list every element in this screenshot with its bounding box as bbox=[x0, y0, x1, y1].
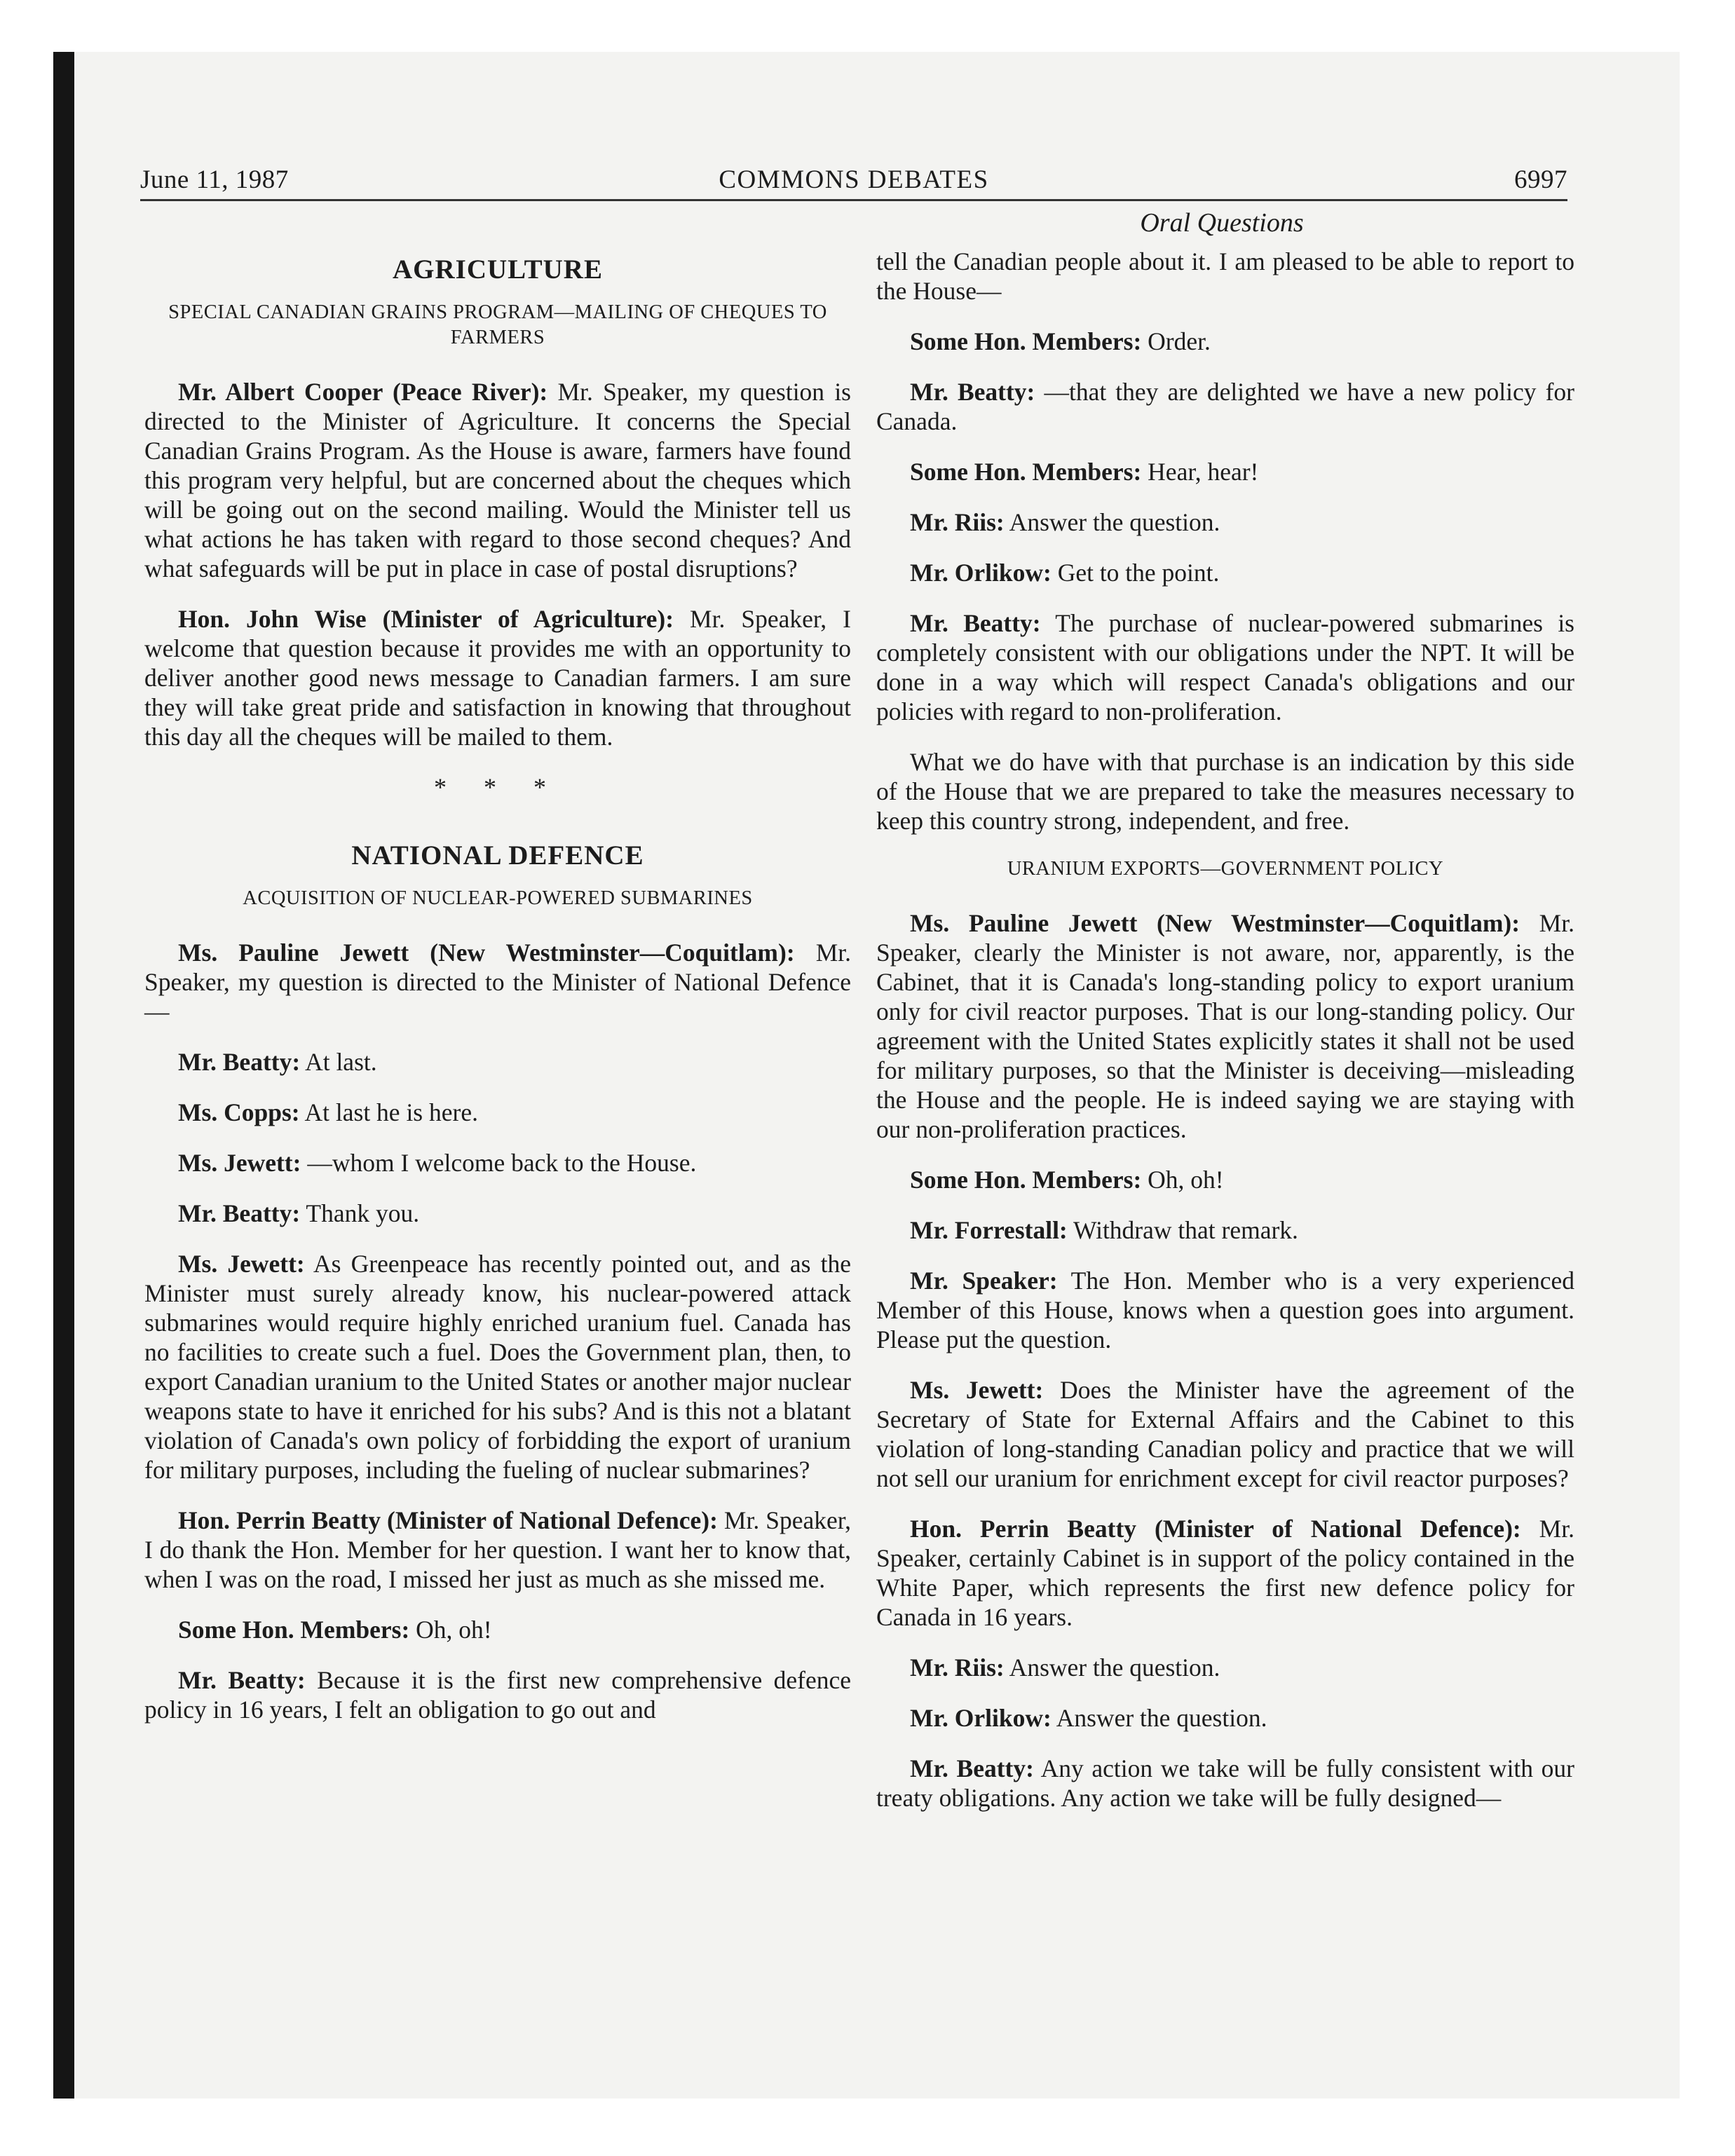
speech-paragraph bbox=[876, 747, 1574, 835]
speech-text: What we do have with that purchase is an indication by this side of the House that we are prepared to take the measures necessary to keep this country strong, independent, and free. bbox=[876, 748, 1574, 835]
speaker-name: Mr. Beatty: bbox=[178, 1199, 301, 1227]
speech-text: Does the Minister have the agreement of the Secretary of State for External Affairs and the Cabinet to this violation of long-standing Canadian policy and practice that we will not sell our uranium for enrichment except for civil reactor purposes? bbox=[876, 1376, 1575, 1492]
speech-text: Hear, hear! bbox=[1141, 458, 1259, 486]
speaker-name: Mr. Beatty: bbox=[178, 1048, 301, 1076]
subheading-submarines: ACQUISITION OF NUCLEAR-POWERED SUBMARINES bbox=[243, 887, 753, 909]
section-separator: * * * bbox=[434, 773, 562, 801]
speech-text: Order. bbox=[1141, 327, 1211, 355]
speaker-name: Ms. Jewett: bbox=[178, 1250, 305, 1278]
header-publication: COMMONS DEBATES bbox=[719, 165, 989, 194]
speech-text: —that they are delighted we have a new policy for Canada. bbox=[876, 378, 1574, 435]
speech-paragraph bbox=[876, 1703, 1574, 1733]
speech-text: As Greenpeace has recently pointed out, and as the Minister must surely already know, his nuclear-powered attack submarines would require highly enriched uranium fuel. Canada has no facilities to create such a fuel. Does the Government plan, then, to export Canadian uranium to the United States or another major nuclear weapons state to have it enriched for his subs? And is this not a blatant violation of Canada's own policy of forbidding the export of uranium for military purposes, including the fueling of nuclear submarines? bbox=[144, 1250, 851, 1484]
speech-text: Because it is the first new comprehensive defence policy in 16 years, I felt an obligation to go out and bbox=[144, 1666, 851, 1724]
speech-paragraph bbox=[876, 1514, 1574, 1632]
speech-text: —whom I welcome back to the House. bbox=[301, 1149, 697, 1177]
speech-text: Thank you. bbox=[300, 1199, 420, 1227]
speech-paragraph bbox=[144, 377, 851, 583]
speaker-name: Mr. Orlikow: bbox=[910, 1704, 1052, 1732]
speaker-name: Mr. Riis: bbox=[910, 1653, 1005, 1681]
speaker-name: Hon. Perrin Beatty (Minister of National Defence): bbox=[910, 1515, 1521, 1543]
speaker-name: Ms. Pauline Jewett (New Westminster—Coquitlam): bbox=[910, 909, 1520, 937]
speech-paragraph bbox=[144, 1249, 851, 1485]
speech-paragraph bbox=[876, 608, 1574, 726]
speech-text: Mr. Speaker, my question is directed to the Minister of Agriculture. It concerns the Special Canadian Grains Program. As the House is aware, farmers have found this program very helpful, but are concerned about the cheques which will be going out on the second mailing. Would the Minister tell us what actions he has taken with regard to those second cheques? And what safeguards will be put in place in case of postal disruptions? bbox=[144, 378, 852, 582]
right-column bbox=[876, 247, 1574, 1834]
speech-text: Get to the point. bbox=[1051, 559, 1220, 587]
speech-text: Any action we take will be fully consistent with our treaty obligations. Any action we take will be fully designed— bbox=[876, 1754, 1575, 1812]
running-header bbox=[140, 157, 1567, 201]
speech-paragraph bbox=[144, 604, 851, 751]
speaker-name: Some Hon. Members: bbox=[178, 1616, 410, 1644]
speech-paragraph bbox=[144, 1047, 851, 1077]
speech-text: At last he is here. bbox=[299, 1098, 478, 1126]
speaker-name: Mr. Speaker: bbox=[910, 1267, 1058, 1295]
speaker-name: Some Hon. Members: bbox=[910, 458, 1142, 486]
section-label: Oral Questions bbox=[1140, 208, 1304, 238]
speech-text: Oh, oh! bbox=[409, 1616, 492, 1644]
header-page-number: 6997 bbox=[1514, 165, 1567, 194]
speech-paragraph bbox=[144, 1615, 851, 1644]
speech-paragraph bbox=[144, 938, 851, 1026]
speech-paragraph bbox=[144, 1098, 851, 1127]
speaker-name: Hon. Perrin Beatty (Minister of National Defence): bbox=[178, 1506, 718, 1534]
section-heading-national-defence: NATIONAL DEFENCE bbox=[351, 840, 644, 871]
speaker-name: Mr. Beatty: bbox=[910, 1754, 1034, 1782]
speaker-name: Ms. Jewett: bbox=[178, 1149, 301, 1177]
speech-paragraph bbox=[144, 1665, 851, 1724]
speaker-name: Mr. Beatty: bbox=[178, 1666, 306, 1694]
speech-paragraph bbox=[876, 1375, 1574, 1493]
continued-paragraph bbox=[876, 247, 1574, 306]
speaker-name: Mr. Riis: bbox=[910, 508, 1005, 536]
speech-paragraph bbox=[876, 377, 1574, 436]
section-heading-agriculture: AGRICULTURE bbox=[393, 254, 603, 285]
speech-text: Withdraw that remark. bbox=[1067, 1216, 1298, 1244]
speech-text: Answer the question. bbox=[1051, 1704, 1267, 1732]
speaker-name: Mr. Forrestall: bbox=[910, 1216, 1068, 1244]
speech-paragraph bbox=[144, 1148, 851, 1178]
speech-text: Oh, oh! bbox=[1141, 1166, 1224, 1194]
subheading-uranium-exports: URANIUM EXPORTS—GOVERNMENT POLICY bbox=[1007, 858, 1444, 880]
speech-text: Mr. Speaker, I welcome that question because it provides me with an opportunity to deliver another good news message to Canadian farmers. I am sure they will take great pride and satisfaction in knowing that throughout this day all the cheques will be mailed to them. bbox=[144, 605, 851, 751]
speech-paragraph bbox=[876, 1266, 1574, 1354]
speaker-name: Some Hon. Members: bbox=[910, 1166, 1142, 1194]
speech-paragraph bbox=[876, 1215, 1574, 1245]
speech-text: Mr. Speaker, I do thank the Hon. Member for her question. I want her to know that, when I was on the road, I missed her just as much as she missed me. bbox=[144, 1506, 851, 1593]
speech-paragraph bbox=[876, 558, 1574, 587]
speech-paragraph bbox=[144, 1199, 851, 1228]
speech-text: Mr. Speaker, my question is directed to the Minister of National Defence— bbox=[144, 939, 851, 1025]
speech-paragraph bbox=[876, 1754, 1574, 1813]
speaker-name: Ms. Jewett: bbox=[910, 1376, 1044, 1404]
speaker-name: Ms. Pauline Jewett (New Westminster—Coquitlam): bbox=[178, 939, 795, 967]
speech-text: At last. bbox=[300, 1048, 377, 1076]
left-column bbox=[144, 247, 851, 1745]
speech-paragraph bbox=[876, 1165, 1574, 1194]
speaker-name: Mr. Beatty: bbox=[910, 378, 1035, 406]
speech-text: Answer the question. bbox=[1004, 1653, 1220, 1681]
header-date: June 11, 1987 bbox=[140, 165, 289, 194]
speaker-name: Hon. John Wise (Minister of Agriculture): bbox=[178, 605, 674, 633]
speech-paragraph bbox=[876, 327, 1574, 356]
speech-text: Mr. Speaker, clearly the Minister is not aware, nor, apparently, is the Cabinet, that it is Canada's long-standing policy to export uranium only for civil reactor purposes. That is our long-standing policy. Our agreement with the United States explicitly states it shall not be used for military purposes, so that the Minister is deceiving—misleading the House and the people. He is indeed saying we are staying with our non-proliferation practices. bbox=[876, 909, 1574, 1143]
speech-paragraph bbox=[876, 908, 1574, 1144]
speech-paragraph bbox=[876, 1653, 1574, 1682]
speech-paragraph bbox=[876, 507, 1574, 537]
speech-text: tell the Canadian people about it. I am pleased to be able to report to the House— bbox=[876, 247, 1574, 305]
subheading-grains-program: SPECIAL CANADIAN GRAINS PROGRAM—MAILING OF CHEQUES TO FARMERS bbox=[168, 301, 827, 348]
speaker-name: Mr. Orlikow: bbox=[910, 559, 1052, 587]
speech-text: The purchase of nuclear-powered submarines is completely consistent with our obligations under the NPT. It will be done in a way which will respect Canada's obligations and our policies with regard to non-proliferation. bbox=[876, 609, 1575, 725]
speaker-name: Mr. Beatty: bbox=[910, 609, 1041, 637]
binding-edge bbox=[53, 52, 74, 2099]
speaker-name: Mr. Albert Cooper (Peace River): bbox=[178, 378, 548, 406]
speech-paragraph bbox=[144, 1506, 851, 1594]
speech-paragraph bbox=[876, 457, 1574, 486]
speech-text: The Hon. Member who is a very experienced Member of this House, knows when a question goes into argument. Please put the question. bbox=[876, 1267, 1575, 1353]
speech-text: Answer the question. bbox=[1004, 508, 1220, 536]
speaker-name: Some Hon. Members: bbox=[910, 327, 1142, 355]
speech-text: Mr. Speaker, certainly Cabinet is in support of the policy contained in the White Paper, which represents the first new defence policy for Canada in 16 years. bbox=[876, 1515, 1574, 1631]
speaker-name: Ms. Copps: bbox=[178, 1098, 300, 1126]
